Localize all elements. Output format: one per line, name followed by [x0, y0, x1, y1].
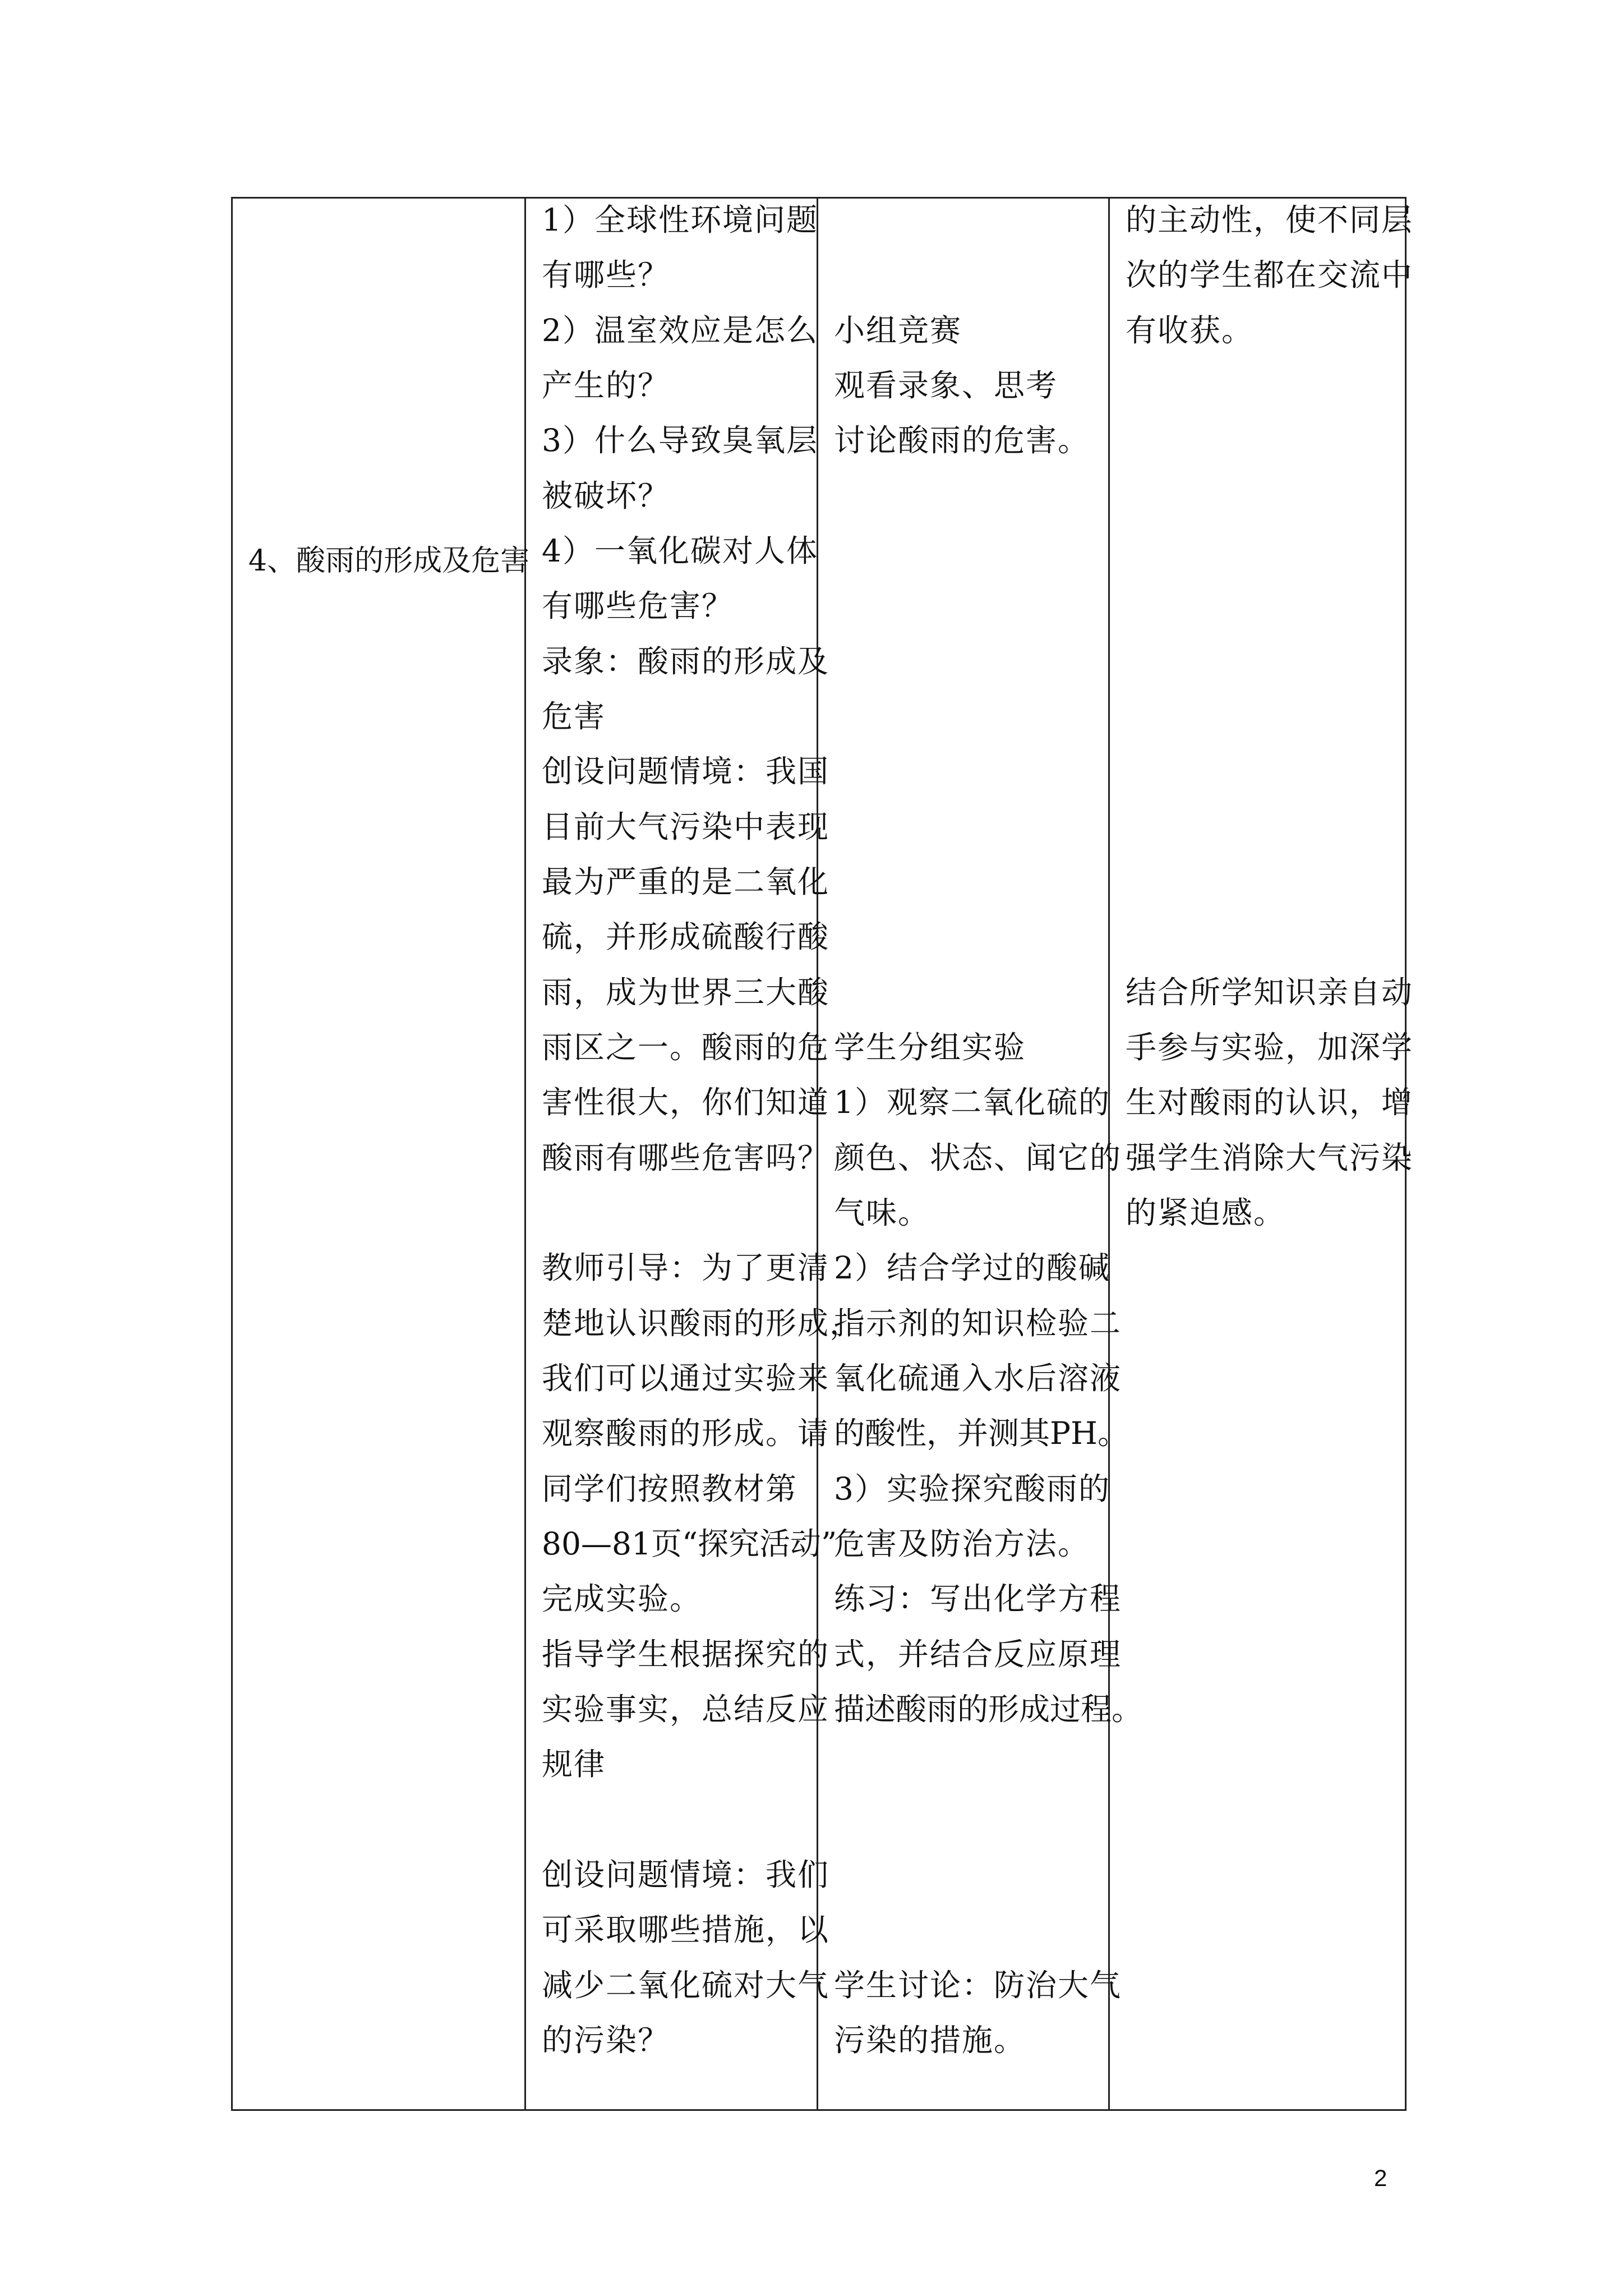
student-line: 气味。	[834, 1195, 930, 1231]
teacher-line: 教师引导：为了更清	[542, 1250, 830, 1286]
student-line: 指示剂的知识检验二	[834, 1305, 1122, 1341]
teacher-activity-column	[526, 199, 862, 2109]
teacher-line: 危害	[542, 698, 606, 734]
student-line: 讨论酸雨的危害。	[834, 422, 1090, 458]
teacher-line: 创设问题情境：我国	[542, 753, 830, 789]
student-line: 描述酸雨的形成过程。	[834, 1691, 1143, 1727]
teacher-line: 的污染？	[542, 2022, 670, 2058]
student-line: 式，并结合反应原理	[834, 1636, 1122, 1672]
teacher-line: 被破坏？	[542, 478, 670, 514]
student-line: 练习：写出化学方程	[834, 1581, 1122, 1617]
teacher-line: 指导学生根据探究的	[542, 1636, 830, 1672]
student-line: 3）实验探究酸雨的	[834, 1471, 1110, 1507]
teacher-line: 我们可以通过实验来	[542, 1360, 830, 1396]
teacher-line: 实验事实，总结反应	[542, 1691, 830, 1727]
student-activity-column	[818, 199, 1143, 2109]
teacher-line: 硫，并形成硫酸行酸	[542, 919, 830, 955]
teacher-line: 同学们按照教材第	[542, 1471, 798, 1507]
intent-line: 强学生消除大气污染	[1126, 1140, 1414, 1176]
teacher-line: 观察酸雨的形成。请	[542, 1415, 830, 1451]
intent-line: 的紧迫感。	[1126, 1195, 1286, 1231]
design-intent-column	[1110, 199, 1414, 2109]
intent-line: 有收获。	[1126, 312, 1254, 348]
teacher-line: 1）全球性环境问题	[542, 202, 818, 238]
teacher-line: 4）一氧化碳对人体	[542, 533, 818, 569]
intent-line: 结合所学知识亲自动	[1126, 974, 1414, 1010]
teacher-line: 80—81页“探究活动”	[542, 1526, 837, 1562]
teacher-line: 楚地认识酸雨的形成，	[542, 1305, 862, 1341]
teacher-line: 3）什么导致臭氧层	[542, 422, 818, 458]
teacher-line: 完成实验。	[542, 1581, 702, 1617]
teacher-line: 最为严重的是二氧化	[542, 864, 830, 900]
intent-line: 次的学生都在交流中	[1126, 257, 1414, 293]
student-line: 污染的措施。	[834, 2022, 1026, 2058]
student-line: 观看录象、思考	[834, 367, 1058, 403]
student-line: 氧化硫通入水后溶液	[834, 1360, 1122, 1396]
student-line: 1）观察二氧化硫的	[834, 1084, 1110, 1120]
intent-line: 生对酸雨的认识，增	[1126, 1084, 1414, 1120]
teacher-line: 可采取哪些措施，以	[542, 1912, 830, 1948]
topic-title: 4、酸雨的形成及危害	[248, 544, 530, 578]
teacher-line: 减少二氧化硫对大气	[542, 1967, 830, 2003]
student-line: 的酸性，并测其PH。	[834, 1415, 1128, 1451]
teacher-line: 雨，成为世界三大酸	[542, 974, 830, 1010]
teacher-line: 雨区之一。酸雨的危	[542, 1029, 830, 1065]
student-line: 2）结合学过的酸碱	[834, 1250, 1110, 1286]
student-line: 颜色、状态、闻它的	[834, 1140, 1122, 1176]
lesson-plan-table	[231, 197, 1414, 2111]
teacher-line: 有哪些危害？	[542, 588, 734, 624]
intent-line: 的主动性，使不同层	[1126, 202, 1414, 238]
teacher-line: 2）温室效应是怎么	[542, 312, 818, 348]
teacher-line: 创设问题情境：我们	[542, 1857, 830, 1893]
page-number: 2	[1374, 2165, 1387, 2191]
topic-column	[233, 199, 530, 2109]
student-line: 危害及防治方法。	[834, 1526, 1090, 1562]
teacher-line: 害性很大，你们知道	[542, 1084, 830, 1120]
teacher-line: 酸雨有哪些危害吗？	[542, 1140, 830, 1176]
teacher-line: 产生的？	[542, 367, 670, 403]
intent-line: 手参与实验，加深学	[1126, 1029, 1414, 1065]
student-line: 学生讨论：防治大气	[834, 1967, 1122, 2003]
teacher-line: 目前大气污染中表现	[542, 809, 830, 845]
student-line: 小组竞赛	[834, 312, 962, 348]
student-line: 学生分组实验	[834, 1029, 1026, 1065]
teacher-line: 有哪些？	[542, 257, 670, 293]
teacher-line: 录象：酸雨的形成及	[542, 643, 830, 679]
teacher-line: 规律	[542, 1746, 606, 1782]
